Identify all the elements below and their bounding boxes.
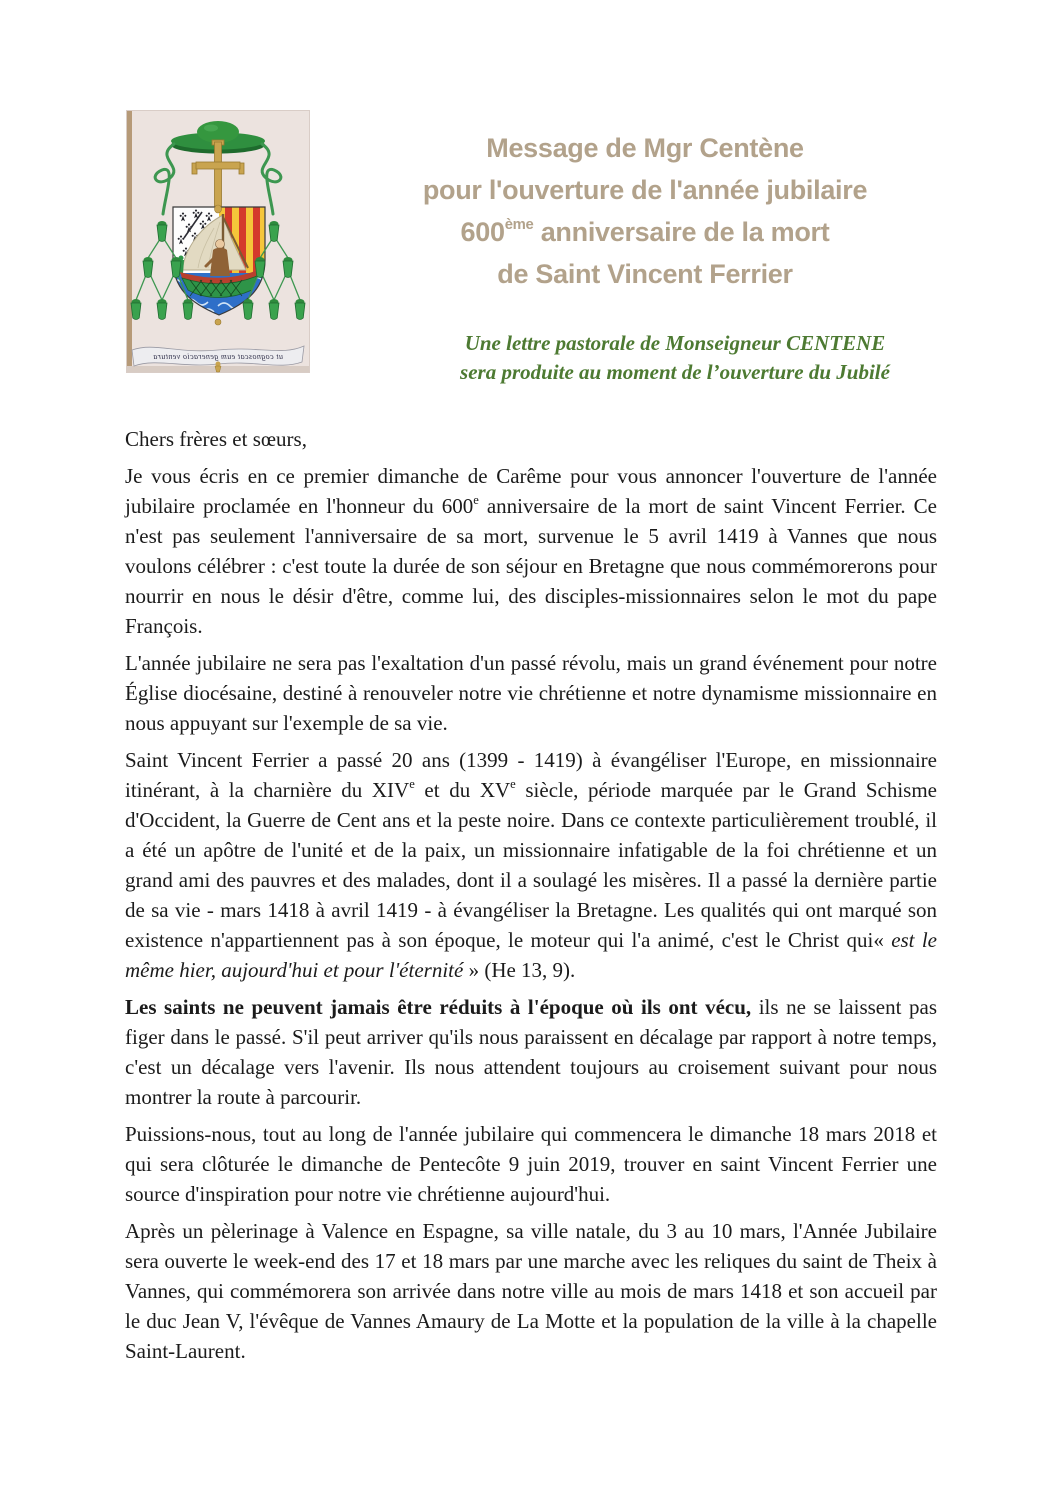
title-line: [325, 169, 965, 211]
superscript: e: [510, 776, 516, 791]
text-run: Chers frères et sœurs,: [125, 427, 307, 451]
paragraph: [125, 648, 937, 738]
text-run: Après un pèlerinage à Valence en Espagne, sa ville natale, du 3 au 10 mars, l'Année Jubilaire sera ouverte le week-end des 17 et 18 mars par une marche avec les reliques du saint de Theix à Vannes, qui commémorera son arrivée dans notre ville au mois de mars 1418 et son accueil par le duc Jean V, l'évêque de Vannes Amaury de La Motte et la population de la ville à la chapelle Saint-Laurent.: [125, 1219, 937, 1363]
text-run: de Saint Vincent Ferrier: [497, 259, 793, 289]
text-run: Je vous écris en ce premier dimanche de Carême pour vous annoncer l'ouverture de l'année jubilaire proclamée en l'honneur du 600: [125, 464, 937, 518]
text-run: Saint Vincent Ferrier a passé 20 ans (1399 - 1419) à évangéliser l'Europe, en missionnaire itinérant, à la charnière du XIV: [125, 748, 937, 802]
subtitle-line: Une lettre pastorale de Monseigneur CENTENE: [464, 331, 886, 355]
paragraph: [125, 1119, 937, 1209]
text-run: 600: [460, 217, 505, 247]
title-line: [325, 253, 965, 295]
letter-body: [125, 424, 937, 1373]
text-run: est le même hier, aujourd'hui et pour l'éternité: [125, 928, 937, 982]
subtitle-line: sera produite au moment de l’ouverture du Jubilé: [460, 360, 890, 384]
superscript: e: [409, 776, 415, 791]
text-run: Les saints ne peuvent jamais être réduits à l'époque où ils ont vécu,: [125, 995, 752, 1019]
title-line: [325, 127, 965, 169]
shield-pendant: [215, 319, 221, 325]
text-run: ils ne se laissent pas figer dans le passé. S'il peut arriver qu'ils nous paraissent en décalage par rapport à notre temps, c'est un décalage vers l'avenir. Ils nous attendent toujours au croisement suivant pour nous montrer la route à parcourir.: [125, 995, 937, 1109]
letter-title: [325, 127, 965, 295]
text-run: Puissions-nous, tout au long de l'année jubilaire qui commencera le dimanche 18 mars 2018 et qui sera clôturée le dimanche de Pentecôte 9 juin 2019, trouver en saint Vincent Ferrier une source d'inspiration pour notre vie chrétienne aujourd'hui.: [125, 1122, 937, 1206]
paragraph: [125, 461, 937, 641]
coat-of-arms-graphic: [126, 110, 310, 373]
text-run: Message de Mgr Centène: [486, 133, 804, 163]
text-run: anniversaire de la mort de saint Vincent Ferrier. Ce n'est pas seulement l'anniversaire de sa mort, survenue le 5 avril 1419 à Vannes que nous voulons célébrer : c'est toute la durée de son séjour en Bretagne que nous commémorerons pour nourrir en nous le désir d'être, comme lui, des disciples-missionnaires selon le mot du pape François.: [125, 494, 938, 638]
text-run: L'année jubilaire ne sera pas l'exaltation d'un passé révolu, mais un grand événement pour notre Église diocésaine, destiné à renouveler notre vie chrétienne et notre dynamisme missionnaire en nous appuyant sur l'exemple de sa vie.: [125, 651, 937, 735]
text-run: siècle, période marquée par le Grand Schisme d'Occident, la Guerre de Cent ans et la peste noire. Dans ce contexte particulièrement troublé, il a été un apôtre de l'unité et de la paix, un missionnaire infatigable de la foi chrétienne et un grand ami des pauvres et des malades, dont il a soulagé les misères. Il a passé la dernière partie de sa vie - mars 1418 à avril 1419 - à évangéliser la Bretagne. Les qualités qui ont marqué son existence n'appartiennent pas à son époque, le moteur qui l'a animé, c'est le Christ qui«: [125, 778, 937, 952]
text-run: et du XV: [414, 778, 511, 802]
text-run: pour l'ouverture de l'année jubilaire: [422, 175, 868, 205]
text-run: anniversaire de la mort: [533, 217, 830, 247]
paragraph: [125, 992, 937, 1112]
episcopal-coat-of-arms-photo: [126, 110, 310, 373]
paragraph: [125, 1216, 937, 1366]
text-run: » (He 13, 9).: [463, 958, 576, 982]
superscript: e: [473, 492, 479, 507]
paragraph: [125, 745, 937, 985]
title-line: [325, 211, 965, 253]
superscript: ème: [504, 216, 534, 233]
letter-subtitle: [380, 329, 970, 387]
motto-text: ut cognoscat eum generacio ventura: [152, 352, 284, 361]
paragraph: [125, 424, 937, 454]
cross-finial: [215, 205, 222, 213]
